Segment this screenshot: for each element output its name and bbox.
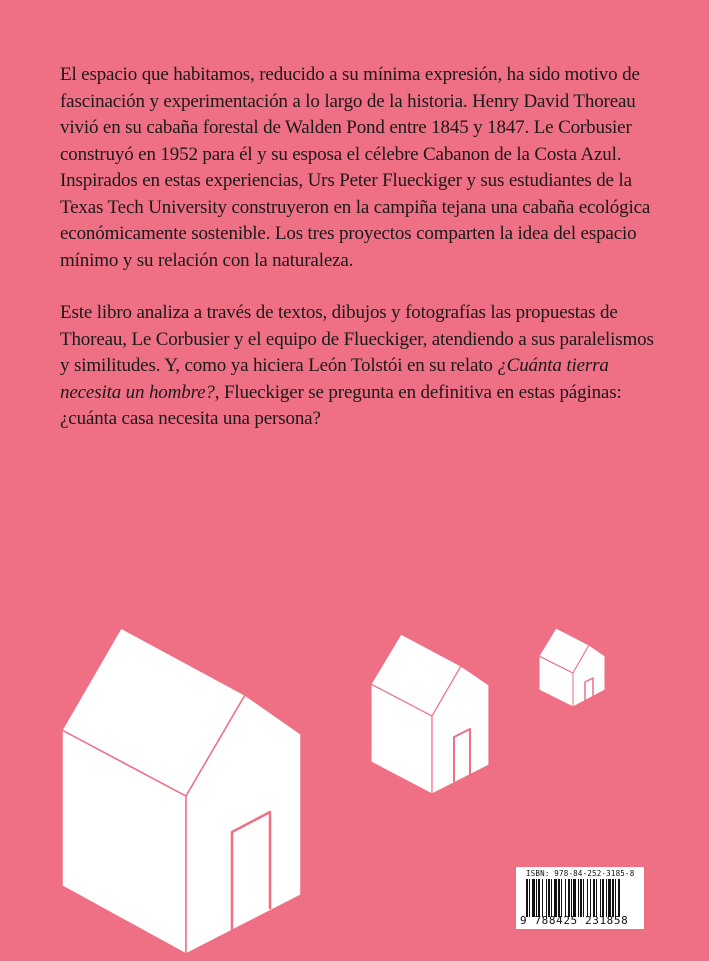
barcode-bars (526, 879, 638, 917)
paragraph-1: El espacio que habitamos, reducido a su mínima expresión, ha sido motivo de fascinación y experimentación a lo largo de la historia. Henry David Thoreau vivió en su cabaña forestal de Walden Pond entre 1845 y 1847. Le Corbusier construyó en 1952 para él y su esposa el célebre Cabanon de la Costa Azul. Inspirados en estas experiencias, Urs Peter Flueckiger y sus estudiantes de la Texas Tech University construyeron en la campiña tejana una cabaña ecológica económicamente sostenible. Los tres proyectos comparten la idea del espacio mínimo y su relación con la naturaleza. (60, 64, 651, 271)
paragraph-2-text-a: Este libro analiza a través de textos, dibujos y fotografías las propuestas de Thoreau, Le Corbusier y el equipo de Flueckiger, atendiendo a sus paralelismos y similitudes. Y, como ya hiciera León Tolstói en su relato (60, 302, 654, 376)
large-house (62, 628, 301, 954)
small-house (539, 628, 605, 707)
barcode-digits: 9 788425 231858 (520, 914, 629, 927)
isbn-barcode (516, 867, 644, 929)
isbn-label: ISBN: 978-84-252-3185-8 (526, 869, 635, 878)
paragraph-2-text-b: , Flueckiger se pregunta en definitiva en estas páginas: ¿cuánta casa necesita una persona? (60, 381, 622, 429)
medium-house (371, 634, 489, 794)
story-title: ¿Cuánta tierra necesita un hombre? (60, 355, 609, 403)
